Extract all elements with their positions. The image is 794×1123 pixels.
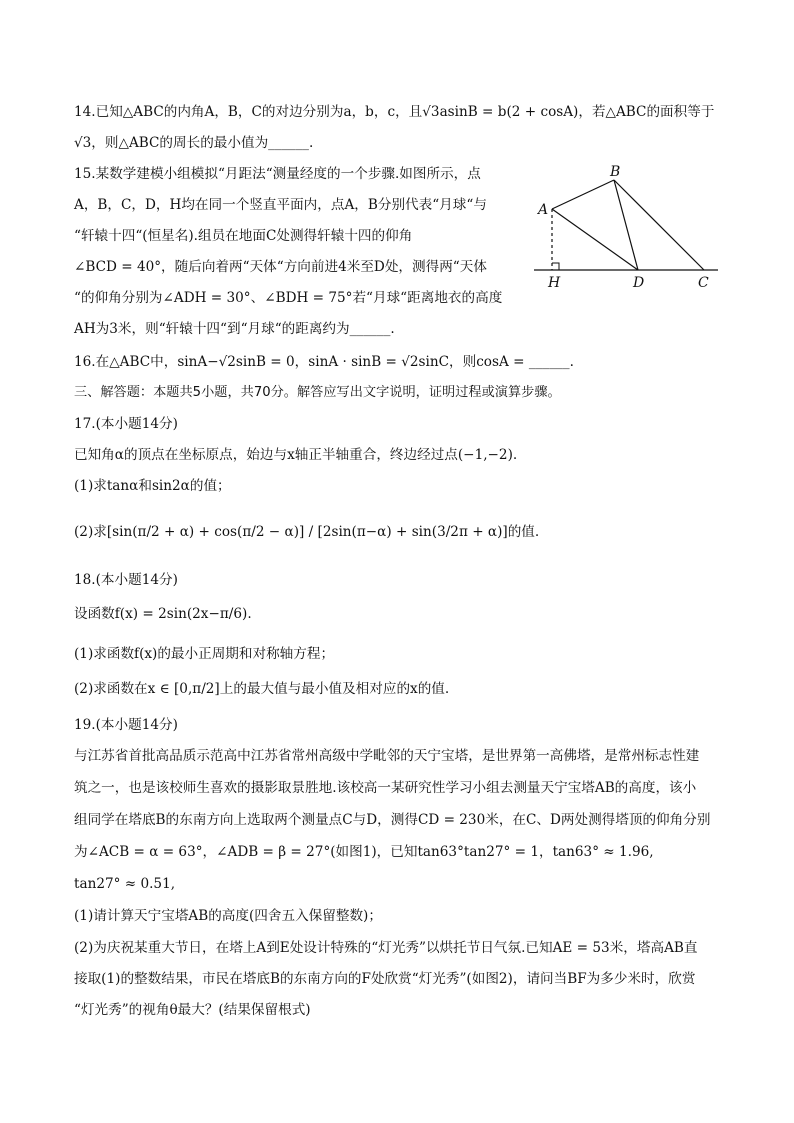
label-C: C	[698, 275, 709, 291]
problem-19-title: 19.(本小题14分)	[74, 717, 178, 733]
right-angle-mark	[552, 263, 559, 270]
problem-19-line-2: 筑之一，也是该校师生喜欢的摄影取景胜地.该校高一某研究性学习小组去测量天宁宝塔AB的高度，该小	[74, 780, 697, 796]
label-A: A	[538, 202, 549, 218]
problem-19-line-3: 组同学在塔底B的东南方向上选取两个测量点C与D，测得CD = 230米，在C、D两处测得塔顶的仰角分别	[74, 812, 711, 828]
problem-16-line: 16.在△ABC中，sinA−√2sinB = 0，sinA · sinB = √2sinC，则cosA = ______.	[74, 354, 574, 370]
problem-15-line-3: “轩辕十四“(恒星名).组员在地面C处测得轩辕十四的仰角	[74, 228, 413, 244]
problem-15-line-6: AH为3米，则“轩辕十四“到“月球“的距离约为______.	[74, 321, 395, 337]
problem-15-line-5: “的仰角分别为∠ADH = 30°、∠BDH = 75°若“月球“距离地衣的高度	[74, 290, 503, 306]
problem-18-stem: 设函数f(x) = 2sin(2x−π/6).	[74, 606, 252, 622]
problem-17-title: 17.(本小题14分)	[74, 416, 178, 432]
problem-15-line-1: 15.某数学建模小组模拟“月距法“测量经度的一个步骤.如图所示，点	[74, 166, 481, 182]
problem-19-part-2-line-3: “灯光秀”的视角θ最大？(结果保留根式)	[74, 1002, 311, 1018]
label-H: H	[548, 275, 561, 291]
problem-19-part-2-line-2: 接取(1)的整数结果，市民在塔底B的东南方向的F处欣赏“灯光秀”(如图2)，请问当BF为多少米时，欣赏	[74, 971, 696, 987]
segment-AD	[552, 209, 638, 270]
problem-17-stem: 已知角α的顶点在坐标原点，始边与x轴正半轴重合，终边经过点(−1,−2).	[74, 447, 518, 463]
segment-BD	[614, 180, 638, 270]
problem-19-line-4: 为∠ACB = α = 63°，∠ADB = β = 27°(如图1)，已知tan63°tan27° = 1，tan63° ≈ 1.96,	[74, 844, 654, 860]
problem-14-line-1: 14.已知△ABC的内角A，B，C的对边分别为a，b，c，且√3asinB = b(2 + cosA)，若△ABC的面积等于	[74, 104, 715, 120]
problem-19-part-2-line-1: (2)为庆祝某重大节日，在塔上A到E处设计特殊的“灯光秀”以烘托节日气氛.已知AE = 53米，塔高AB直	[74, 940, 698, 956]
problem-18-part-1: (1)求函数f(x)的最小正周期和对称轴方程；	[74, 646, 335, 662]
label-D: D	[633, 275, 645, 291]
segment-AB	[552, 180, 614, 209]
problem-15-line-2: A，B，C，D，H均在同一个竖直平面内，点A，B分别代表“月球“与	[74, 197, 487, 213]
problem-18-title: 18.(本小题14分)	[74, 572, 178, 588]
section-header: 三、解答题：本题共5小题，共70分。解答应写出文字说明，证明过程或演算步骤。	[74, 385, 561, 400]
geometry-figure	[528, 160, 728, 292]
problem-19-line-1: 与江苏省首批高品质示范高中江苏省常州高级中学毗邻的天宁宝塔，是世界第一高佛塔，是常州标志性建	[74, 748, 700, 764]
problem-19-part-1: (1)请计算天宁宝塔AB的高度(四舍五入保留整数)；	[74, 908, 382, 924]
problem-14-line-2: √3，则△ABC的周长的最小值为______.	[74, 135, 314, 151]
problem-18-part-2: (2)求函数在x ∈ [0,π/2]上的最大值与最小值及相对应的x的值.	[74, 681, 450, 697]
problem-17-part-1: (1)求tanα和sin2α的值；	[74, 478, 231, 494]
label-B: B	[610, 164, 621, 180]
segment-BC	[614, 180, 704, 270]
problem-15-line-4: ∠BCD = 40°，随后向着两“天体“方向前进4米至D处，测得两“天体	[74, 259, 487, 275]
problem-17-part-2: (2)求[sin(π/2 + α) + cos(π/2 − α)] / [2sin(π−α) + sin(3/2π + α)]的值.	[74, 524, 540, 540]
problem-19-line-5: tan27° ≈ 0.51,	[74, 876, 176, 892]
